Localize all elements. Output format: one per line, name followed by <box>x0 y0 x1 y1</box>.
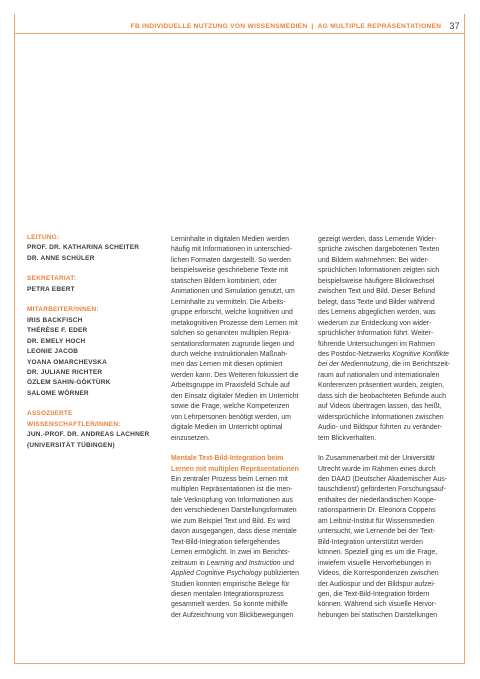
journal-title: Applied Cognitive Psychology <box>171 570 262 578</box>
text-line: Animationen und Simulation genutzt, um <box>171 288 295 296</box>
text-line: Studien konnten empirische Belege für <box>171 580 290 588</box>
text-line: einzusetzen. <box>171 434 210 442</box>
text-line: den Einsatz digitaler Medien im Unterricht <box>171 392 299 400</box>
staff-name: IRIS BACKFISCH <box>27 316 83 324</box>
text-line: gezeigt werden, dass Lernende Wider- <box>318 236 437 243</box>
text-line: sowie die Frage, welche Kompetenzen <box>171 403 290 411</box>
page-number: 37 <box>449 21 460 31</box>
leitung-label: LEITUNG: <box>27 234 60 241</box>
text-line: inwiefern visuelle Hervorhebungen in <box>318 559 431 567</box>
text-line: Lerninhalte in digitalen Medien werden <box>171 236 289 243</box>
text-line: beispielsweise häufigere Blickwechsel <box>318 277 435 285</box>
staff-name: ÖZLEM SAHIN-GÖKTÜRK <box>27 379 111 387</box>
text-line: davon ausgegangen, dass diese mentale <box>171 528 297 536</box>
text-line: untersucht, wie Lernende bei der Text- <box>318 528 436 536</box>
text-line: solchen so genannten multiplen Reprä- <box>171 330 291 338</box>
sekretariat-label: SEKRETARIAT: <box>27 275 77 283</box>
text-line: hebungen bei statischen Darstellungen <box>318 611 438 619</box>
text-line: sentationsformaten zugrunde liegen und <box>171 340 294 348</box>
text-line: Bild-Integration unterstützt werden <box>318 538 423 546</box>
text-line: des Postdoc-Netzwerks Kognitive Konflikte <box>318 350 449 358</box>
header-rule <box>14 33 465 34</box>
text-line: Lerninhalte zu vermitteln. Die Arbeits- <box>171 298 286 306</box>
text-line: der Audiospur und der Bildspur aufzei- <box>318 580 436 588</box>
text-line: Konferenzen präsentiert wurden, zeigten, <box>318 382 445 390</box>
staff-name: YOANA OMARCHEVSKA <box>27 358 108 366</box>
text-line: Audio- und Bildspur führten zu veränder- <box>318 424 443 432</box>
network-title: Kognitive Konflikte <box>392 350 449 358</box>
text-line: des Lernens abgeglichen werden, was <box>318 309 436 317</box>
paragraph-intro <box>171 235 299 444</box>
text-line: rationspartnerin Dr. Eleonora Coppens <box>318 507 436 515</box>
text-line: tale Verknüpfung von Informationen aus <box>171 496 293 504</box>
staff-name: PETRA EBERT <box>27 285 75 293</box>
text-line: multiplen Repräsentationen ist die men- <box>171 486 293 494</box>
text-line: enthaltes der niederländischen Koope- <box>318 496 436 504</box>
text-line: der Aufzeichnung von Blickbewegungen <box>171 611 294 619</box>
text-line: men das Lernen mit diesen optimiert <box>171 361 283 369</box>
text-line: belegt, dass Texte und Bilder während <box>318 298 435 306</box>
text-line: wie zum Beispiel Text und Bild. Es wird <box>171 517 290 525</box>
text-line: gen, die Text-Bild-Integration fördern <box>318 590 430 598</box>
journal-title: Learning and Instruction <box>206 559 281 567</box>
staff-name: SALOME WÖRNER <box>27 389 89 397</box>
header-separator: | <box>311 22 314 30</box>
header-right: AG MULTIPLE REPRÄSENTATIONEN <box>317 22 442 30</box>
paragraph-widersprueche-cont <box>318 371 448 444</box>
text-line: den verschiedenen Darstellungsformaten <box>171 507 297 515</box>
section-subhead <box>171 454 299 475</box>
sekretariat-list <box>27 285 153 295</box>
text-line: widersprüchliche Informationen zwischen <box>318 413 444 421</box>
text-line: metakognitiven Prozesse dem Lernen mit <box>171 319 298 327</box>
text-line: raum auf nationalen und internationalen <box>318 371 440 379</box>
text-line: sprüchlichen Informationen zeigten sich <box>318 267 440 275</box>
staff-name: LEONIE JACOB <box>27 348 79 356</box>
text-line: sprüchlicher Information führt. Weiter- <box>318 330 434 338</box>
staff-column <box>27 233 153 451</box>
staff-name: PROF. DR. KATHARINA SCHEITER <box>27 244 140 252</box>
paragraph-widersprueche <box>318 235 448 350</box>
text-line: zwischen Text und Bild. Dieser Befund <box>318 288 436 296</box>
subhead-line: Lernen mit multiplen Repräsentationen <box>171 465 299 473</box>
text-line: bei der Mediennutzung, die im Berichtszeit- <box>318 361 451 369</box>
paragraph-integration-cont <box>171 580 299 622</box>
text-line: In Zusammenarbeit mit der Universität <box>318 455 435 463</box>
text-line: lichen Formaten dargestellt. So werden <box>171 256 291 264</box>
staff-name: (UNIVERSITÄT TÜBINGEN) <box>27 441 115 449</box>
text-line: zeitraum in Learning and Instruction und <box>171 559 294 567</box>
text-line: werden kann. Des Weiteren fokussiert die <box>171 371 299 379</box>
text-line: sprüche zwischen dargebotenen Texten <box>318 246 440 254</box>
text-line: wiederum zur Entdeckung von wider- <box>318 319 432 327</box>
text-line: Utrecht wurde im Rahmen eines durch <box>318 465 436 473</box>
text-line: diesen mentalen Integrationsprozess <box>171 590 284 598</box>
text-line: und Bildern wahrnehmen: Bei wider- <box>318 256 430 264</box>
mitarbeiter-label: MITARBEITER/INNEN: <box>27 306 99 314</box>
network-title: bei der Mediennutzung <box>318 361 389 369</box>
text-line: häufig mit Informationen in unterschied- <box>171 246 293 254</box>
staff-name: DR. ANNE SCHÜLER <box>27 254 95 262</box>
body-column-2 <box>171 235 299 621</box>
text-line: führende Untersuchungen im Rahmen <box>318 340 435 348</box>
paragraph-integration <box>171 475 299 559</box>
leitung-list <box>27 243 153 264</box>
assoziierte-list <box>27 430 153 451</box>
text-line: statischen Bildern kombiniert, oder <box>171 277 277 285</box>
text-line: gruppe erforscht, welche kognitiven und <box>171 309 293 317</box>
text-line: Videos, die Korrespondenzen zwischen <box>318 570 439 578</box>
mitarbeiter-list <box>27 316 153 400</box>
text-line: gesammelt werden. So konnte mithilfe <box>171 601 288 609</box>
text-line: Text-Bild-Integration tiefergehendes <box>171 538 280 546</box>
text-line: den DAAD (Deutscher Akademischer Aus- <box>318 475 448 483</box>
text-line: durch welche instruktionalen Maßnah- <box>171 350 288 358</box>
staff-name: THÉRÈSE F. EDER <box>27 327 88 335</box>
text-line: am Leibniz-Institut für Wissensmedien <box>318 517 435 525</box>
header-left: FB INDIVIDUELLE NUTZUNG VON WISSENSMEDIEN <box>130 22 308 30</box>
body-column-3 <box>318 235 451 621</box>
text-line: tem Blickverhalten. <box>318 434 377 442</box>
paragraph-utrecht <box>318 454 448 621</box>
text-line: Applied Cognitive Psychology publizierten <box>171 570 299 578</box>
text-line: von Lehrpersonen benötigt werden, um <box>171 413 291 421</box>
text-line: digitale Medien im Unterricht optimal <box>171 424 283 432</box>
text-line: tauschdienst) geförderten Forschungsauf- <box>318 486 446 494</box>
staff-name: JUN.-PROF. DR. ANDREAS LACHNER <box>27 431 150 439</box>
running-header <box>20 19 460 33</box>
text-line: Arbeitsgruppe im Praxisfeld Schule auf <box>171 382 290 390</box>
text-line: dass sich die beobachteten Befunde auch <box>318 392 446 400</box>
text-line: können. Speziell ging es um die Frage, <box>318 549 438 557</box>
text-line: auf Videos übertragen lassen, das heißt, <box>318 403 442 411</box>
assoziierte-label-1: ASSOZIIERTE <box>27 410 73 418</box>
subhead-line: Mentale Text-Bild-Integration beim <box>171 455 284 463</box>
staff-name: DR. EMELY HOCH <box>27 337 86 345</box>
text-line: können. Während sich visuelle Hervor- <box>318 601 437 609</box>
text-line: Ein zentraler Prozess beim Lernen mit <box>171 475 288 483</box>
text-line: beispielsweise geschriebene Texte mit <box>171 267 289 275</box>
text-line: Lernen ermöglicht. In zwei im Berichts- <box>171 549 290 557</box>
staff-name: DR. JULIANE RICHTER <box>27 368 103 376</box>
assoziierte-label-2: WISSENSCHAFTLER/INNEN: <box>27 420 121 428</box>
